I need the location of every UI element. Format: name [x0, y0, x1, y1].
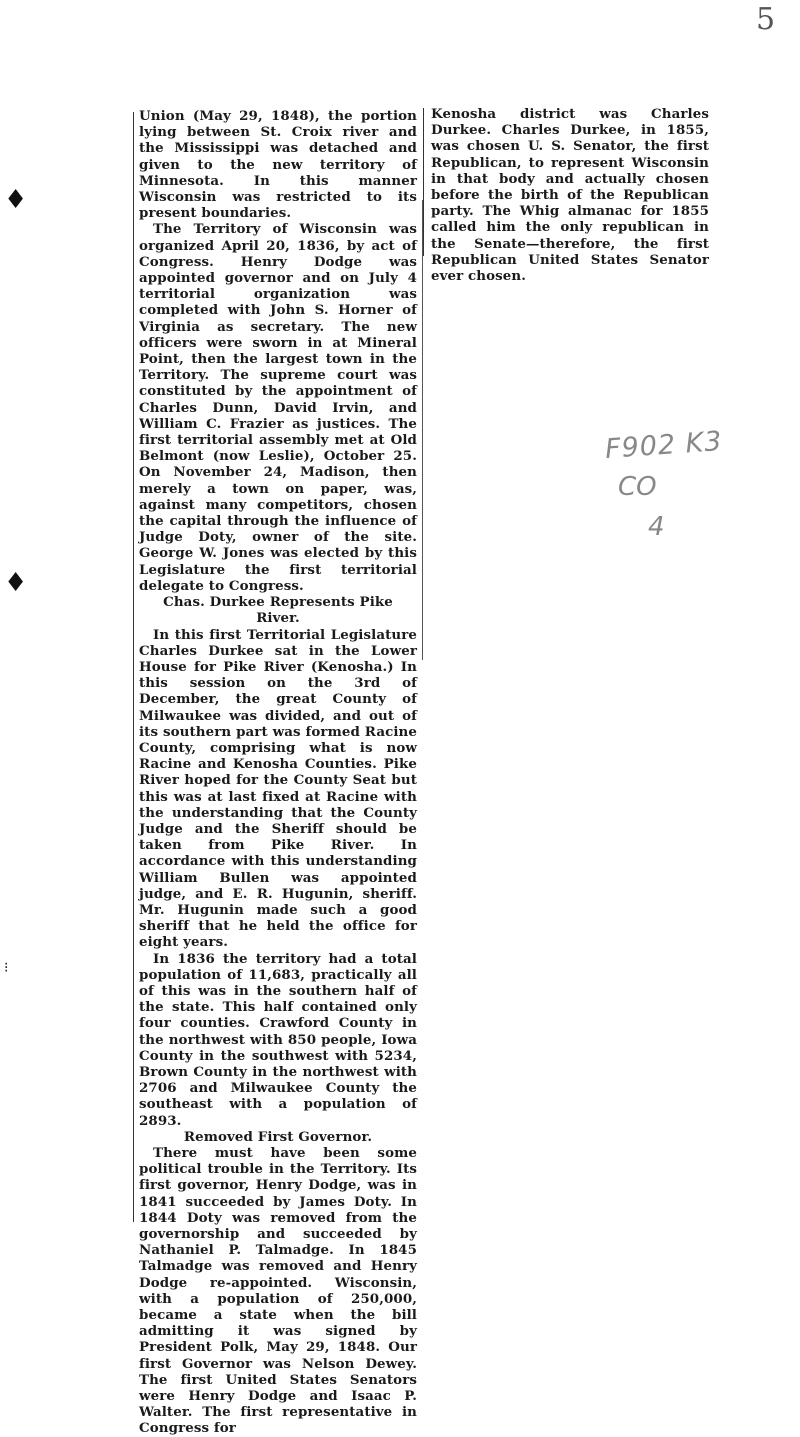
- section-heading: Chas. Durkee Represents Pike River.: [163, 594, 393, 627]
- margin-mark-1: ♦: [4, 185, 28, 215]
- margin-mark-3: ⁝: [4, 960, 9, 976]
- handwritten-number: 4: [648, 512, 665, 542]
- column-rule-middle: [423, 108, 424, 256]
- paragraph: Union (May 29, 1848), the portion lying between St. Croix river and the Mississippi was detached and given to the new territory of Minnesota. In this manner Wisconsin was restricted to its present boundaries.: [139, 108, 417, 222]
- paragraph: The Territory of Wisconsin was organized April 20, 1836, by act of Congress. Henry Dodge was appointed governor and on July 4 territorial organization was completed with John S. Horner of Virginia as secretary. The new officers were sworn in at Mineral Point, then the largest town in the Territory. The supreme court was constituted by the appointment of Charles Dunn, David Irvin, and William C. Frazier as justices. The first territorial assembly met at Old Belmont (now Leslie), October 25. On November 24, Madison, then merely a town on paper, was, against many competitors, chosen the capital through the influence of Judge Doty, owner of the site. George W. Jones was elected by this Legislature the first territorial delegate to Congress.: [139, 221, 417, 594]
- paragraph: In 1836 the territory had a total population of 11,683, practically all of this was in the southern half of the state. This half contained only four counties. Crawford County in the northwest with 850 people, Iowa County in the southwest with 5234, Brown County in the northwest with 2706 and Milwaukee County the southeast with a population of 2893.: [139, 950, 417, 1129]
- column-rule-middle-lower: [422, 200, 423, 660]
- paragraph: There must have been some political trouble in the Territory. Its first governor, Henry Dodge, was in 1841 succeeded by James Doty. In 1844 Doty was removed from the governorship and succeeded by Nathaniel P. Talmadge. In 1845 Talmadge was removed and Henry Dodge re-appointed. Wisconsin, with a population of 250,000, became a state when the bill admitting it was signed by President Polk, May 29, 1848. Our first Governor was Nelson Dewey. The first United States Senators were Henry Dodge and Isaac P. Walter. The first representative in Congress for: [139, 1145, 417, 1437]
- section-heading: Removed First Governor.: [183, 1128, 373, 1145]
- paragraph: Kenosha district was Charles Durkee. Charles Durkee, in 1855, was chosen U. S. Senator, the first Republican, to represent Wisconsin in that body and actually chosen before the birth of the Republican party. The Whig almanac for 1855 called him the only republican in the Senate—therefore, the first Republican United States Senator ever chosen.: [431, 106, 709, 285]
- article-left-column: [139, 108, 417, 1437]
- article-right-column: [431, 106, 709, 284]
- handwritten-note: CO: [618, 472, 657, 502]
- column-rule-left: [133, 112, 134, 1222]
- handwritten-call-number: F902 K3: [604, 425, 724, 466]
- page-number: 5: [756, 2, 776, 37]
- margin-mark-2: ♦: [4, 568, 28, 598]
- paragraph: In this first Territorial Legislature Charles Durkee sat in the Lower House for Pike River (Kenosha.) In this session on the 3rd of December, the great County of Milwaukee was divided, and out of its southern part was formed Racine County, comprising what is now Racine and Kenosha Counties. Pike River hoped for the County Seat but this was at last fixed at Racine with the understanding that the County Judge and the Sheriff should be taken from Pike River. In accordance with this understanding William Bullen was appointed judge, and E. R. Hugunin, sheriff. Mr. Hugunin made such a good sheriff that he held the office for eight years.: [139, 626, 417, 951]
